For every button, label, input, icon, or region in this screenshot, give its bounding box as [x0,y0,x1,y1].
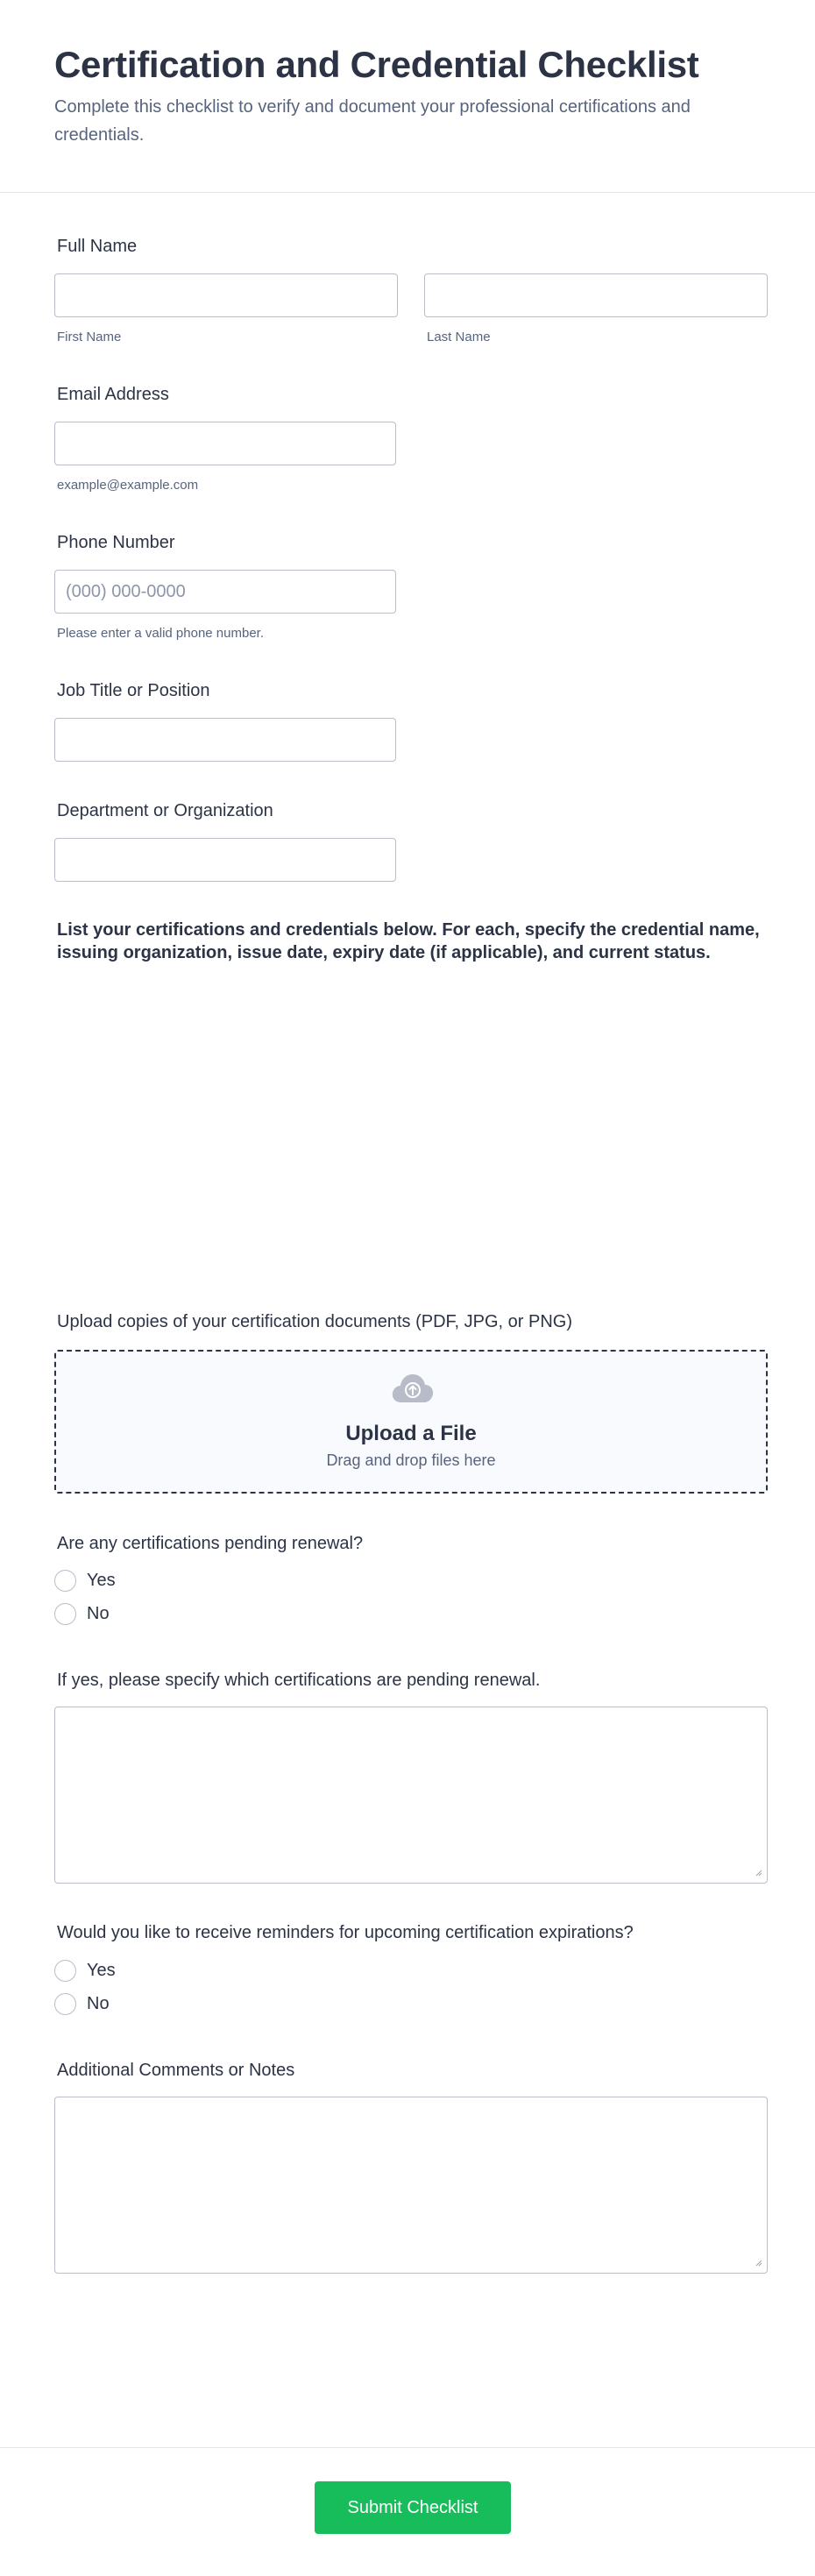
pending-renewal-no-option[interactable] [54,1601,110,1626]
resize-grip-icon[interactable] [755,1870,762,1877]
pending-renewal-yes-option[interactable] [54,1568,116,1593]
page-subtitle: Complete this checklist to verify and document your professional certifications and credentials. [54,97,691,145]
email-sublabel: example@example.com [57,478,199,493]
job-title-label: Job Title or Position [57,681,210,700]
email-label: Email Address [57,385,169,404]
comments-label: Additional Comments or Notes [57,2061,295,2080]
cloud-upload-icon [391,1371,435,1406]
first-name-sublabel: First Name [57,330,122,344]
pending-details-label: If yes, please specify which certifications are pending renewal. [57,1671,541,1690]
last-name-sublabel: Last Name [427,330,491,344]
pending-details-textarea[interactable] [54,1707,768,1884]
upload-subtitle: Drag and drop files here [326,1451,496,1469]
form-footer [0,2447,815,2576]
file-upload-dropzone[interactable] [54,1350,768,1494]
radio-button[interactable] [54,1960,76,1982]
department-label: Department or Organization [57,801,273,820]
certifications-description: List your certifications and credentials below. For each, specify the credential name, issuing organization, issue date, expiry date (if applicable), and current status. [57,920,760,962]
phone-label: Phone Number [57,533,175,552]
reminders-label: Would you like to receive reminders for upcoming certification expirations? [57,1923,634,1942]
radio-button[interactable] [54,1570,76,1592]
full-name-label: Full Name [57,237,138,256]
email-input[interactable] [54,422,396,465]
form-header [0,0,815,193]
job-title-input[interactable] [54,718,396,762]
radio-label-yes: Yes [87,1960,116,1980]
upload-label: Upload copies of your certification documents (PDF, JPG, or PNG) [57,1312,573,1331]
resize-grip-icon[interactable] [755,2260,762,2267]
comments-textarea[interactable] [54,2097,768,2274]
radio-label-no: No [87,1603,110,1623]
radio-button[interactable] [54,1993,76,2015]
reminders-no-option[interactable] [54,1991,110,2016]
submit-button[interactable]: Submit Checklist [315,2481,511,2534]
first-name-input[interactable] [54,273,398,317]
page-title: Certification and Credential Checklist [54,44,699,85]
reminders-yes-option[interactable] [54,1958,116,1983]
radio-label-yes: Yes [87,1570,116,1590]
phone-input[interactable] [54,570,396,614]
radio-button[interactable] [54,1603,76,1625]
last-name-input[interactable] [424,273,768,317]
department-input[interactable] [54,838,396,882]
radio-label-no: No [87,1993,110,2013]
phone-sublabel: Please enter a valid phone number. [57,626,264,641]
upload-title: Upload a File [345,1422,477,1445]
pending-renewal-label: Are any certifications pending renewal? [57,1534,364,1553]
